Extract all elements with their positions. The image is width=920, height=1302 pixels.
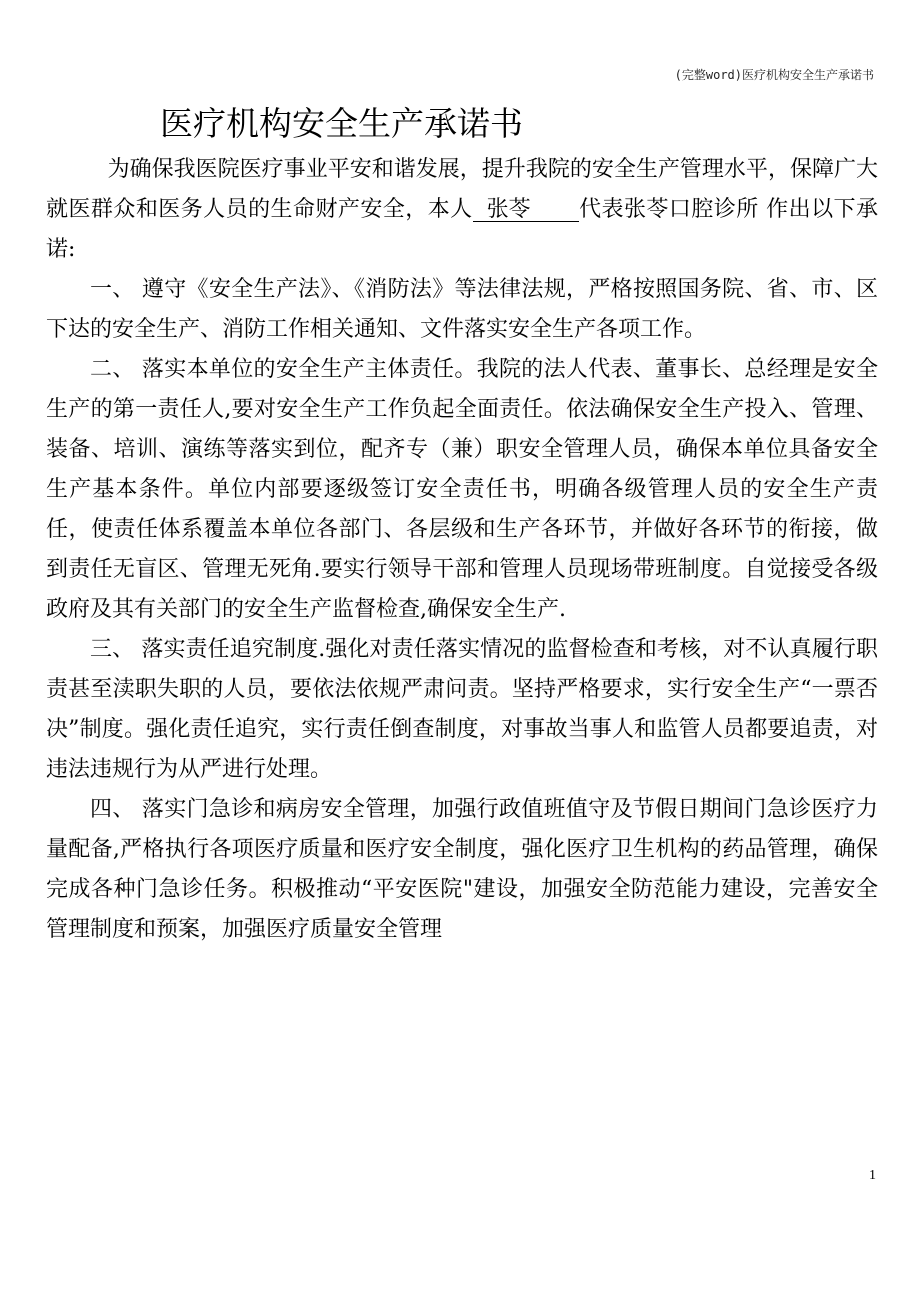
running-header: (完整word)医疗机构安全生产承诺书: [674, 68, 874, 82]
intro-text-before-name: 为确保我医院医疗事业平安和谐发展，提升我院的安全生产管理水平，保障广大就医群众和医务人员的生命财产安全，本人: [46, 157, 878, 222]
commitment-paragraph-1: 一、 遵守《安全生产法》、《消防法》等法律法规，严格按照国务院、省、市、区下达的安全生产、消防工作相关通知、文件落实安全生产各项工作。: [46, 277, 878, 342]
commitment-paragraph-4: 四、 落实门急诊和病房安全管理，加强行政值班值守及节假日期间门急诊医疗力量配备,严格执行各项医疗质量和医疗安全制度，强化医疗卫生机构的药品管理，确保完成各种门急诊任务。积极推动“平安医院"建设，加强安全防范能力建设，完善安全管理制度和预案，加强医疗质量安全管理: [46, 797, 878, 942]
document-title: 医疗机构安全生产承诺书: [160, 104, 523, 143]
page-number: 1: [869, 1168, 876, 1183]
intro-text-after-name: 代表张苓口腔诊所 作出以下承诺:: [46, 197, 878, 262]
commitment-paragraph-2: 二、 落实本单位的安全生产主体责任。我院的法人代表、董事长、总经理是安全生产的第一责任人,要对安全生产工作负起全面责任。依法确保安全生产投入、管理、装备、培训、演练等落实到位，配齐专（兼）职安全管理人员，确保本单位具备安全生产基本条件。单位内部要逐级签订安全责任书，明确各级管理人员的安全生产责任，使责任体系覆盖本单位各部门、各层级和生产各环节，并做好各环节的衔接，做到责任无盲区、管理无死角.要实行领导干部和管理人员现场带班制度。自觉接受各级政府及其有关部门的安全生产监督检查,确保安全生产.: [46, 357, 878, 622]
signer-name-field: 张苓: [473, 199, 579, 222]
intro-paragraph: [46, 150, 878, 270]
commitment-paragraph-3: 三、 落实责任追究制度.强化对责任落实情况的监督检查和考核，对不认真履行职责甚至渎职失职的人员，要依法依规严肃问责。坚持严格要求，实行安全生产“一票否决”制度。强化责任追究，实行责任倒查制度，对事故当事人和监管人员都要追责，对违法违规行为从严进行处理。: [46, 637, 878, 782]
document-body: [46, 150, 878, 950]
